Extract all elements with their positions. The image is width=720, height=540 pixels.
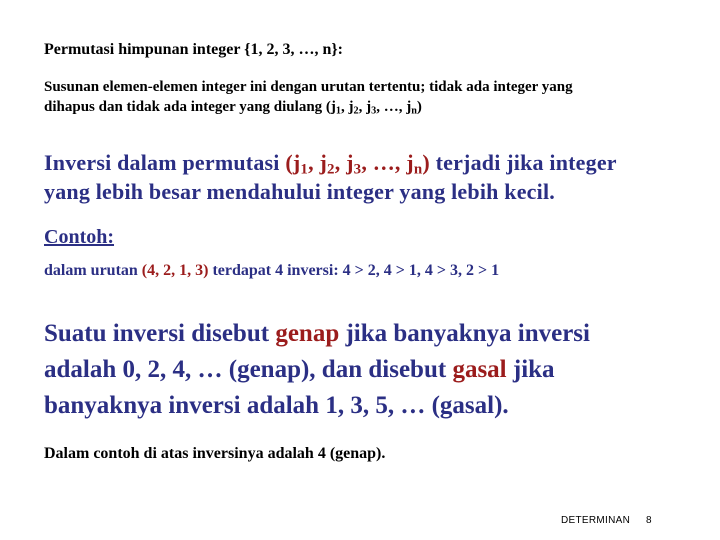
slide-heading: Permutasi himpunan integer {1, 2, 3, …, n}:	[44, 41, 343, 58]
conclusion-text: Dalam contoh di atas inversinya adalah 4 (genap).	[44, 445, 386, 462]
permutation-tuple: ($j_1$, $j_2$, $j_3$, …, $j_n$)	[285, 150, 430, 178]
even-odd-line-1: Suatu inversi disebut genap jika banyaknya inversi	[44, 320, 590, 347]
inversion-line-2: yang lebih besar mendahului integer yang lebih kecil.	[44, 179, 555, 204]
even-odd-line-3: banyaknya inversi adalah 1, 3, 5, … (gasal).	[44, 392, 509, 419]
example-text: dalam urutan (4, 2, 1, 3) terdapat 4 inversi: 4 > 2, 4 > 1, 4 > 3, 2 > 1	[44, 262, 500, 279]
example-sequence: (4, 2, 1, 3)	[141, 262, 209, 279]
definition-line-1: Susunan elemen-elemen integer ini dengan urutan tertentu; tidak ada integer yang	[44, 79, 573, 95]
inversion-definition	[44, 148, 617, 206]
gasal-term: gasal	[452, 356, 507, 383]
even-odd-line-2: adalah 0, 2, 4, … (genap), dan disebut gasal jika	[44, 356, 555, 383]
example-label: Contoh:	[44, 226, 115, 248]
permutation-definition	[44, 77, 573, 117]
inversion-line-1: Inversi dalam permutasi ($j_1$, $j_2$, $j_3$, …, $j_n$) terjadi jika integer	[44, 150, 617, 178]
definition-line-2: dihapus dan tidak ada integer yang diulang ($j_1$, $j_2$, $j_3$, …, $j_n$)	[44, 99, 422, 117]
footer-title: DETERMINAN	[561, 515, 631, 526]
even-odd-definition	[44, 316, 590, 424]
page-number: 8	[646, 515, 652, 526]
genap-term: genap	[275, 320, 340, 347]
